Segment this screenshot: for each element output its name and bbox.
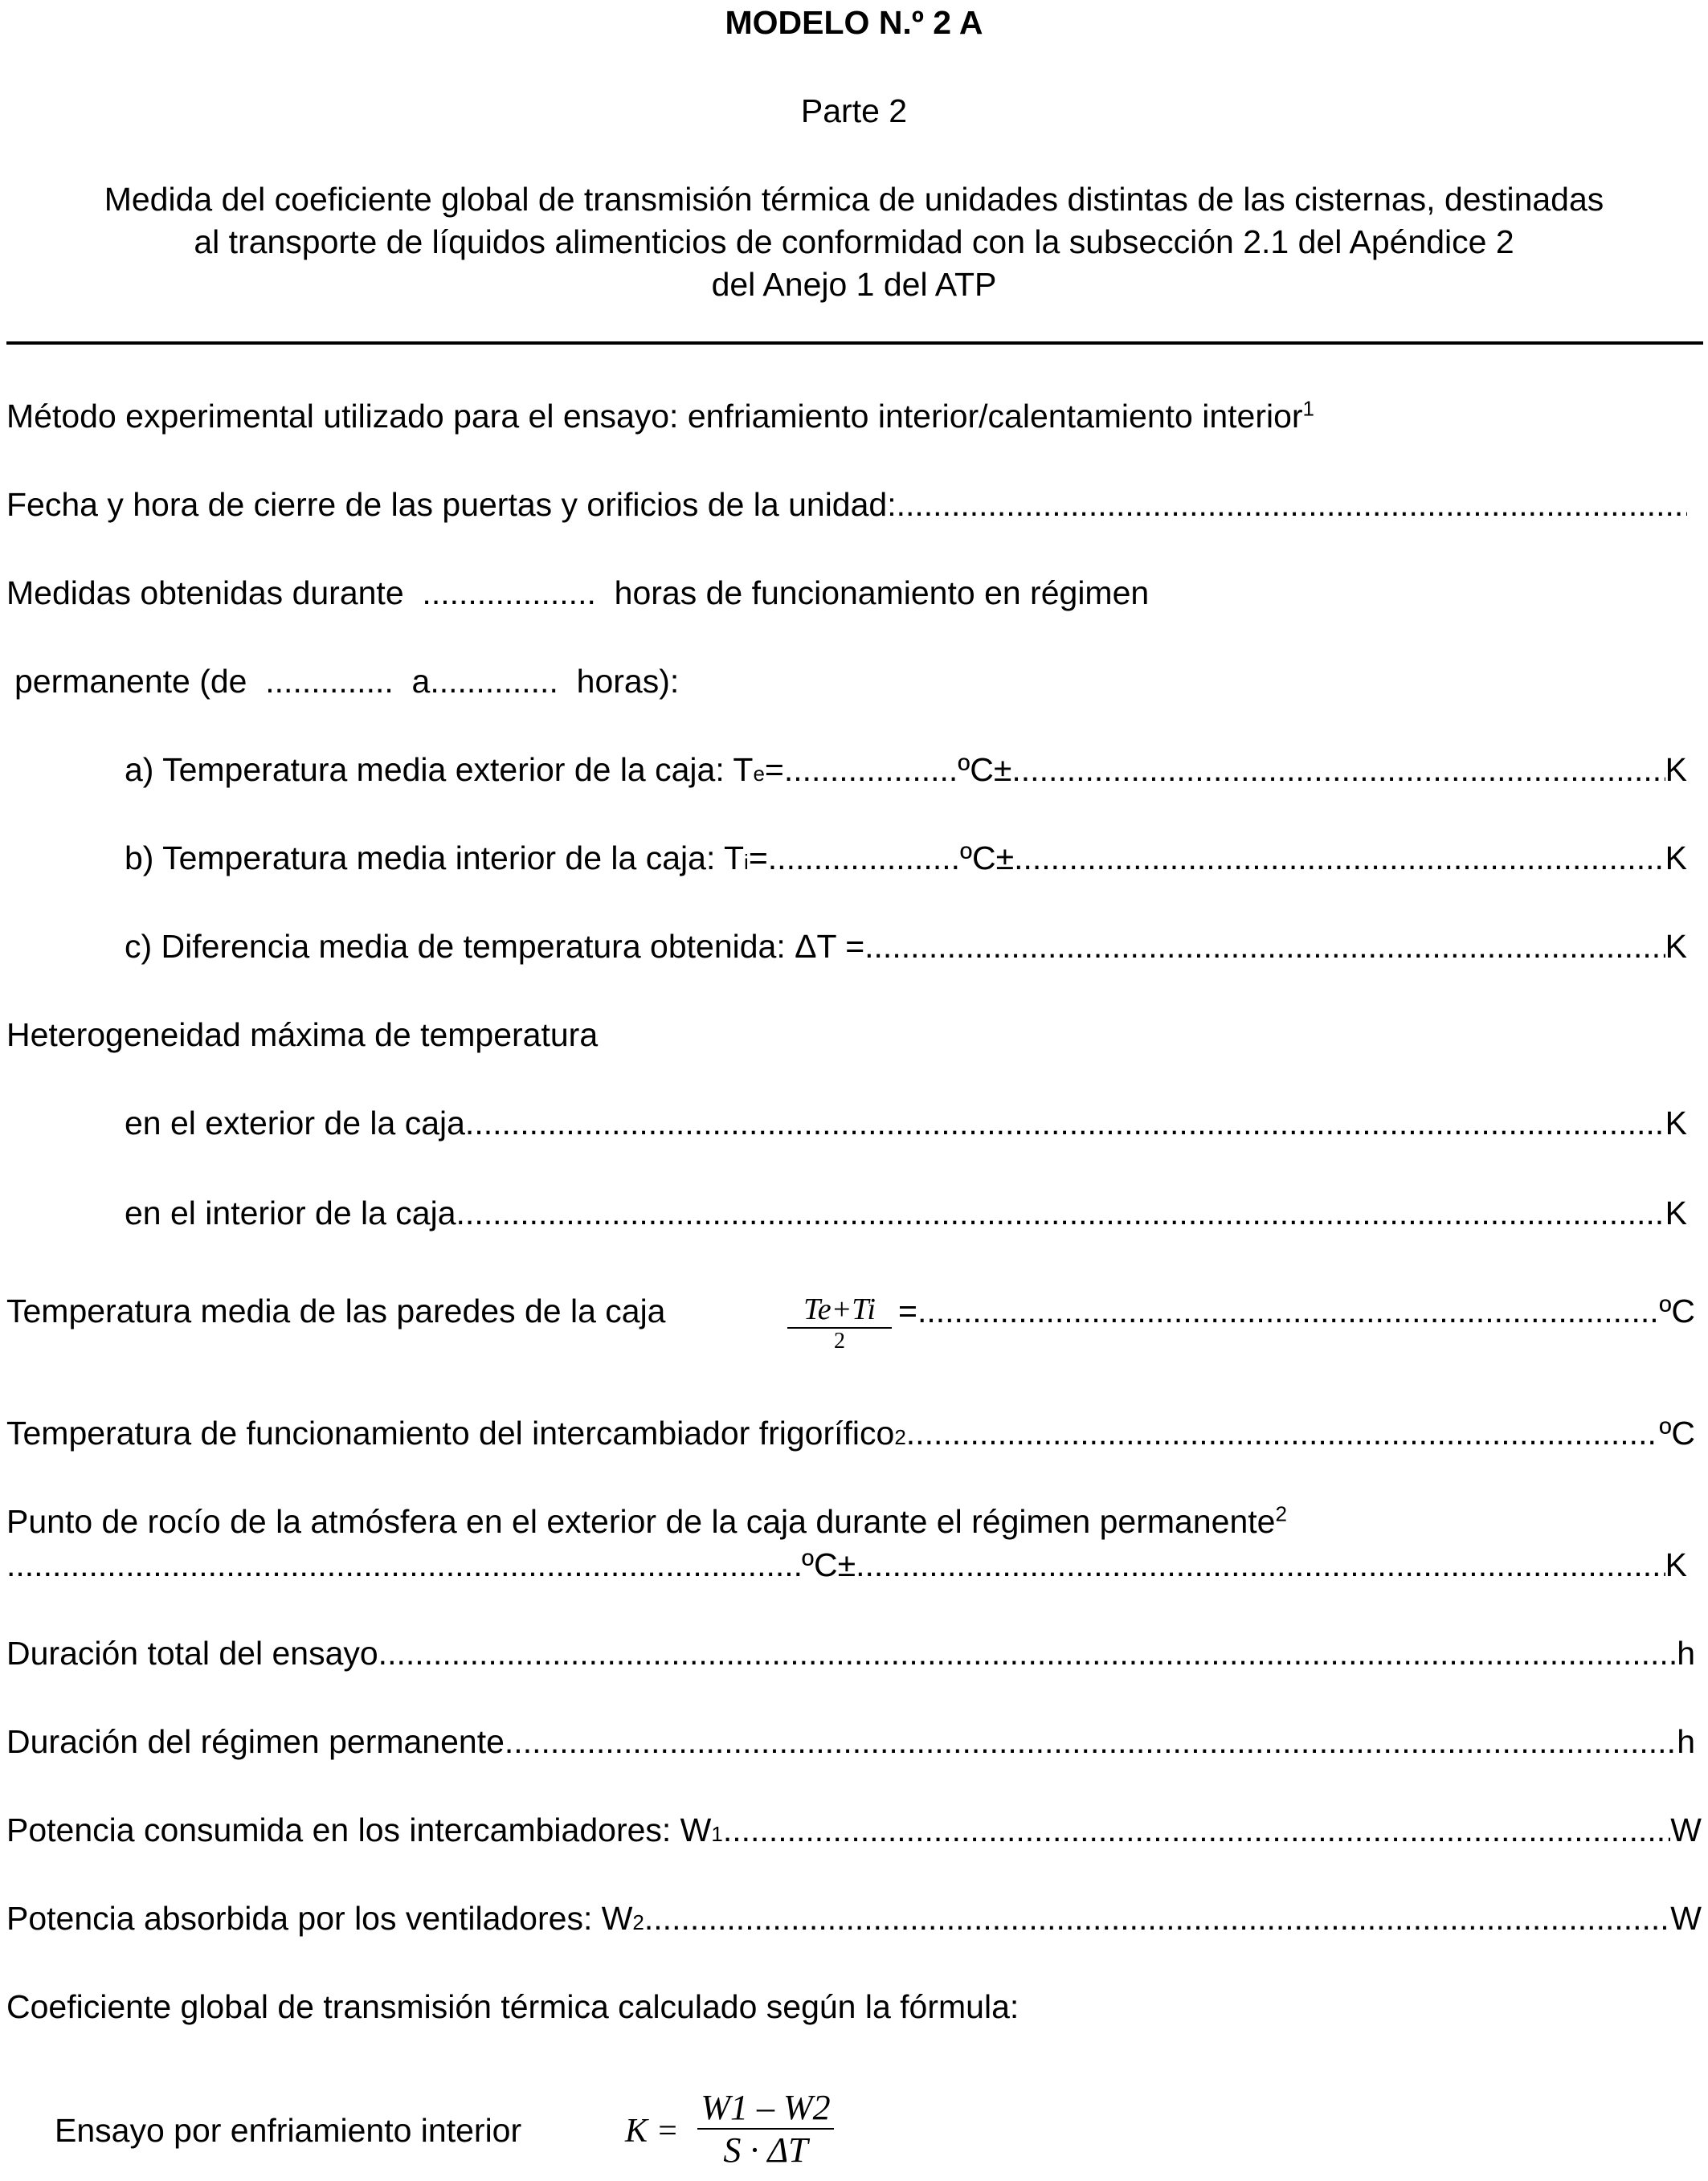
exchanger-label: Temperatura de funcionamiento del intercambiador frigorífico — [6, 1415, 895, 1452]
formula-fraction — [697, 2087, 834, 2171]
walls-label: Temperatura media de las paredes de la caja — [6, 1293, 666, 1329]
interior-label: en el interior de la caja — [125, 1195, 456, 1231]
ti-unit: ºC± — [960, 839, 1015, 876]
te-value-field[interactable]: ................... — [783, 751, 958, 788]
dt-unit-k: K — [1665, 928, 1687, 965]
formula-denominator: S · ΔT — [723, 2130, 808, 2170]
te-equals: = — [764, 751, 784, 788]
header-divider — [6, 341, 1703, 345]
total-duration-row — [6, 1637, 1695, 1670]
walls-unit-c: ºC — [1659, 1293, 1695, 1329]
te-label: a) Temperatura media exterior de la caja: T — [125, 751, 754, 788]
form-title: MODELO N.º 2 A — [725, 4, 983, 41]
interior-value-field[interactable] — [456, 1197, 1665, 1230]
subtitle-line-2: al transporte de líquidos alimenticios de conformidad con la subsección 2.1 del Apéndice 2 — [194, 223, 1514, 260]
total-duration-unit: h — [1677, 1635, 1695, 1672]
consumed-power-unit: W — [1670, 1811, 1702, 1848]
method-line — [6, 396, 1315, 435]
cooling-test-label: Ensayo por enfriamiento interior — [55, 2112, 522, 2149]
dewpoint-tolerance-field[interactable] — [856, 1549, 1665, 1582]
measures-hours-field[interactable]: ................... — [422, 574, 596, 611]
dewpoint-unit-k: K — [1665, 1546, 1687, 1583]
interior-row — [125, 1197, 1687, 1230]
te-row: a) Temperatura media exterior de la caja: T e = ................... ºC± ..... K — [125, 754, 1687, 786]
absorbed-power-unit: W — [1670, 1900, 1702, 1937]
absorbed-power-field[interactable] — [644, 1902, 1670, 1935]
dewpoint-label: Punto de rocío de la atmósfera en el exterior de la caja durante el régimen permanente — [6, 1503, 1276, 1540]
dewpoint-row — [6, 1546, 1687, 1583]
consumed-power-field[interactable] — [723, 1814, 1670, 1847]
exterior-row — [125, 1107, 1687, 1140]
subtitle-line-1: Medida del coeficiente global de transmisión térmica de unidades distintas de las cisternas, destinadas — [104, 181, 1604, 218]
formula-k: K = — [625, 2113, 679, 2150]
dewpoint-value-field[interactable] — [6, 1549, 802, 1582]
measures-line — [6, 574, 1150, 611]
measures-label-2: horas de funcionamiento en régimen — [614, 574, 1150, 611]
closing-date-row — [6, 488, 1687, 521]
walls-equals: = — [898, 1293, 917, 1329]
absorbed-power-label: Potencia absorbida por los ventiladores: W — [6, 1900, 633, 1937]
dt-row — [125, 930, 1687, 963]
dewpoint-unit: ºC± — [802, 1546, 856, 1583]
dewpoint-line — [6, 1501, 1287, 1540]
dt-label: c) Diferencia media de temperatura obtenida: ΔT = — [125, 928, 865, 965]
regime-duration-field[interactable] — [505, 1726, 1677, 1758]
te-unit-k: K — [1665, 751, 1687, 788]
permanent-to-field[interactable]: .............. — [430, 663, 558, 700]
permanent-hours-label: horas): — [576, 663, 680, 700]
ti-row: b) Temperatura media interior de la caja: T i = ..................... ºC± ..... K — [125, 842, 1687, 875]
exchanger-unit-c: ºC — [1659, 1415, 1695, 1452]
exchanger-row: Temperatura de funcionamiento del intercambiador frigorífico 2 ..... ºC — [6, 1417, 1695, 1450]
subtitle-line-3: del Anejo 1 del ATP — [711, 266, 997, 303]
exterior-value-field[interactable] — [465, 1107, 1665, 1140]
part-label: Parte 2 — [800, 92, 908, 129]
ti-value-field[interactable]: ..................... — [767, 839, 960, 876]
exchanger-value-field[interactable] — [906, 1417, 1660, 1450]
walls-fraction-denominator: 2 — [834, 1329, 845, 1354]
footnote-2b: 2 — [1275, 1501, 1287, 1526]
regime-duration-row — [6, 1723, 1695, 1760]
ti-label: b) Temperatura media interior de la caja: T — [125, 839, 745, 876]
formula-numerator: W1 – W2 — [697, 2087, 834, 2130]
method-text: Método experimental utilizado para el ensayo: enfriamiento interior/calentamiento interior — [6, 398, 1303, 435]
measures-label: Medidas obtenidas durante — [6, 574, 404, 611]
coefficient-label: Coeficiente global de transmisión térmica calculado según la fórmula: — [6, 1988, 1019, 2025]
walls-fraction — [787, 1292, 892, 1354]
closing-date-field[interactable] — [897, 488, 1687, 521]
total-duration-label: Duración total del ensayo — [6, 1635, 378, 1672]
heterogeneity-heading: Heterogeneidad máxima de temperatura — [6, 1016, 599, 1053]
walls-fraction-numerator: Te+Ti — [787, 1292, 892, 1329]
permanent-a-label: a — [411, 663, 431, 700]
ti-tolerance-field[interactable] — [1014, 842, 1665, 875]
regime-duration-label: Duración del régimen permanente — [6, 1723, 505, 1760]
walls-value-field[interactable] — [917, 1295, 1659, 1328]
consumed-power-row: Potencia consumida en los intercambiadores: W 1 ..... W — [6, 1814, 1702, 1847]
consumed-power-label: Potencia consumida en los intercambiadores: W — [6, 1811, 712, 1848]
total-duration-field[interactable] — [378, 1637, 1677, 1670]
permanent-from-field[interactable]: .............. — [265, 663, 394, 700]
permanent-label: permanente (de — [14, 663, 247, 700]
footnote-1: 1 — [1302, 396, 1315, 421]
ti-unit-k: K — [1665, 839, 1687, 876]
regime-duration-unit: h — [1677, 1723, 1695, 1760]
closing-date-label: Fecha y hora de cierre de las puertas y orificios de la unidad: — [6, 486, 897, 523]
permanent-line — [14, 665, 679, 698]
absorbed-power-row: Potencia absorbida por los ventiladores: W 2 ..... W — [6, 1902, 1702, 1935]
dt-value-field[interactable] — [864, 930, 1665, 963]
exterior-unit-k: K — [1665, 1105, 1687, 1142]
te-tolerance-field[interactable] — [1011, 754, 1665, 786]
exterior-label: en el exterior de la caja — [125, 1105, 465, 1142]
ti-equals: = — [748, 839, 768, 876]
interior-unit-k: K — [1665, 1195, 1687, 1231]
te-unit: ºC± — [958, 751, 1012, 788]
walls-row — [898, 1295, 1695, 1328]
